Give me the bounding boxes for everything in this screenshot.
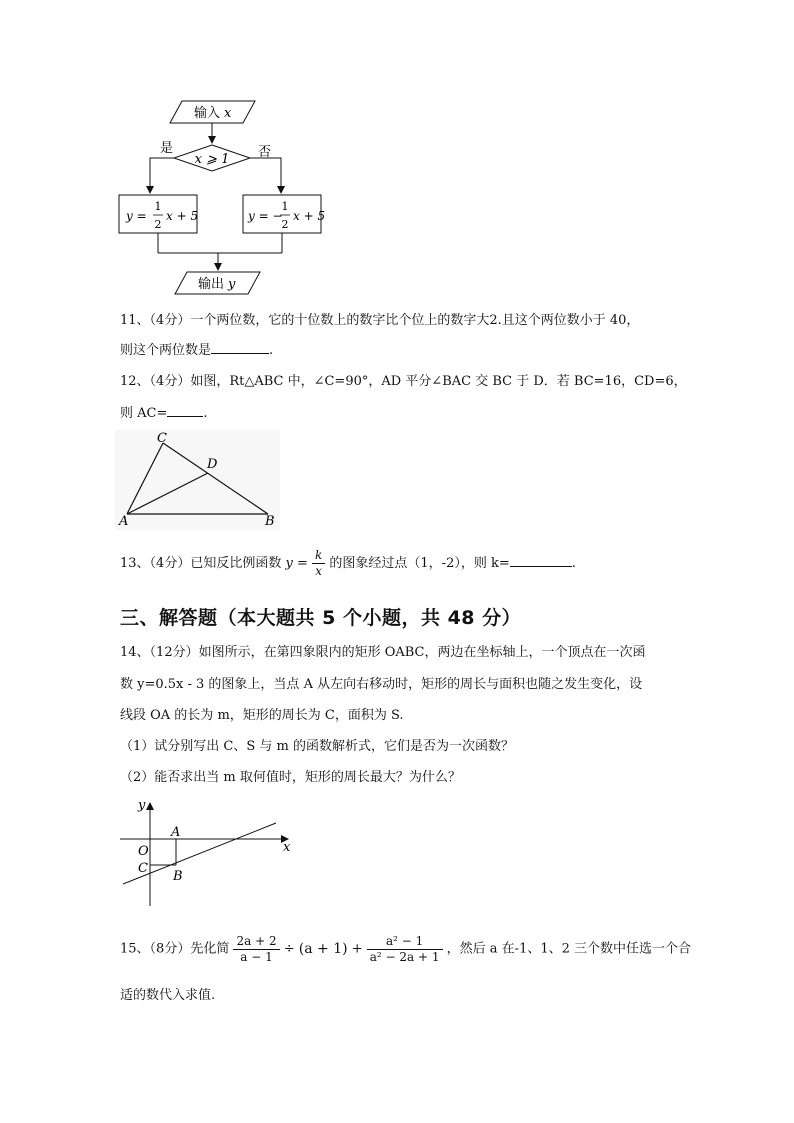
q13-line — [120, 548, 576, 579]
left-formula-num: 1 — [154, 200, 162, 213]
axis-label-x: x — [283, 840, 291, 855]
q11-end: . — [269, 343, 274, 358]
q11-line2 — [120, 341, 273, 361]
point-label-o: O — [138, 844, 149, 859]
q11-prompt: 则这个两位数是 — [120, 343, 212, 358]
q12-answer-blank[interactable] — [167, 404, 203, 417]
input-label: 输入 — [194, 106, 221, 121]
q15-prefix: 15、（8分）先化简 — [120, 941, 230, 957]
q12-prompt: 则 AC= — [120, 406, 168, 421]
q13-suffix: 的图象经过点（1，-2），则 k= — [329, 556, 510, 571]
axis-label-y: y — [138, 798, 146, 813]
q15-f2-den: a² − 2a + 1 — [369, 949, 440, 964]
yes-label: 是 — [160, 141, 174, 156]
output-label: 输出 — [198, 277, 225, 292]
q13-lhs: y = — [285, 556, 308, 571]
no-label: 否 — [258, 145, 272, 160]
q13-end: . — [571, 556, 576, 571]
coordinate-figure — [118, 795, 298, 910]
triangle-label-a: A — [119, 514, 129, 529]
q15-f2-num: a² − 1 — [367, 934, 443, 950]
q15-div: ÷ — [283, 941, 295, 957]
input-var: x — [224, 106, 232, 121]
flowchart-figure — [110, 95, 340, 300]
q12-end: . — [203, 406, 208, 421]
right-formula-num: 1 — [281, 200, 289, 213]
point-label-c: C — [138, 861, 148, 876]
q13-answer-blank[interactable] — [510, 554, 572, 567]
right-formula-lhs: y = − — [248, 209, 283, 223]
q15-fraction1 — [233, 934, 279, 965]
left-formula-rhs: x + 5 — [166, 209, 199, 223]
q12-line2 — [120, 404, 208, 424]
q15-plus: + — [351, 941, 363, 957]
point-label-b: B — [173, 869, 183, 884]
q14-line1: 14、（12分）如图所示，在第四象限内的矩形 OABC，两边在坐标轴上，一个顶点在一次函 — [120, 645, 646, 660]
triangle-label-d: D — [207, 457, 218, 472]
q13-frac-den: x — [315, 564, 323, 578]
left-formula-den: 2 — [154, 218, 162, 231]
right-formula-rhs: x + 5 — [293, 209, 326, 223]
q14-line2: 数 y=0.5x - 3 的图象上，当点 A 从左向右移动时，矩形的周长与面积也随之发生变化，设 — [120, 677, 643, 692]
right-formula-den: 2 — [281, 218, 289, 231]
q15-fraction2 — [367, 934, 443, 965]
q11-answer-blank[interactable] — [211, 341, 269, 354]
decision-condition: x ⩾ 1 — [194, 152, 230, 167]
q11-line1: 11、（4分）一个两位数，它的十位数上的数字比个位上的数字大2.且这个两位数小于 40， — [120, 313, 640, 328]
q15-paren: (a + 1) — [298, 941, 348, 957]
triangle-figure — [115, 430, 280, 530]
q14-line3: 线段 OA 的长为 m，矩形的周长为 C，面积为 S. — [120, 708, 404, 723]
q12-line1: 12、（4分）如图，Rt△ABC 中，∠C=90°，AD 平分∠BAC 交 BC 于 D．若 BC=16，CD=6， — [120, 374, 687, 389]
q13-prefix: 13、（4分）已知反比例函数 — [120, 556, 282, 571]
triangle-label-c: C — [157, 431, 167, 446]
q14-part2: （2）能否求出当 m 取何值时，矩形的周长最大？为什么？ — [120, 770, 461, 785]
left-formula-lhs: y = — [126, 209, 147, 223]
q13-fraction — [312, 548, 325, 579]
output-var: y — [228, 277, 236, 292]
q15-f1-den: a − 1 — [240, 949, 273, 964]
triangle-label-b: B — [265, 514, 275, 529]
q15-line1 — [120, 932, 691, 967]
q15-f1-num: 2a + 2 — [233, 934, 279, 950]
q13-frac-num: k — [312, 548, 325, 564]
q15-suffix: ，然后 a 在-1、1、2 三个数中任选一个合 — [446, 941, 692, 957]
point-label-a: A — [171, 825, 181, 840]
section3-heading: 三、解答题（本大题共 5 个小题，共 48 分） — [120, 607, 522, 629]
q14-part1: （1）试分别写出 C、S 与 m 的函数解析式，它们是否为一次函数？ — [120, 739, 514, 754]
q15-line2: 适的数代入求值. — [120, 988, 216, 1003]
